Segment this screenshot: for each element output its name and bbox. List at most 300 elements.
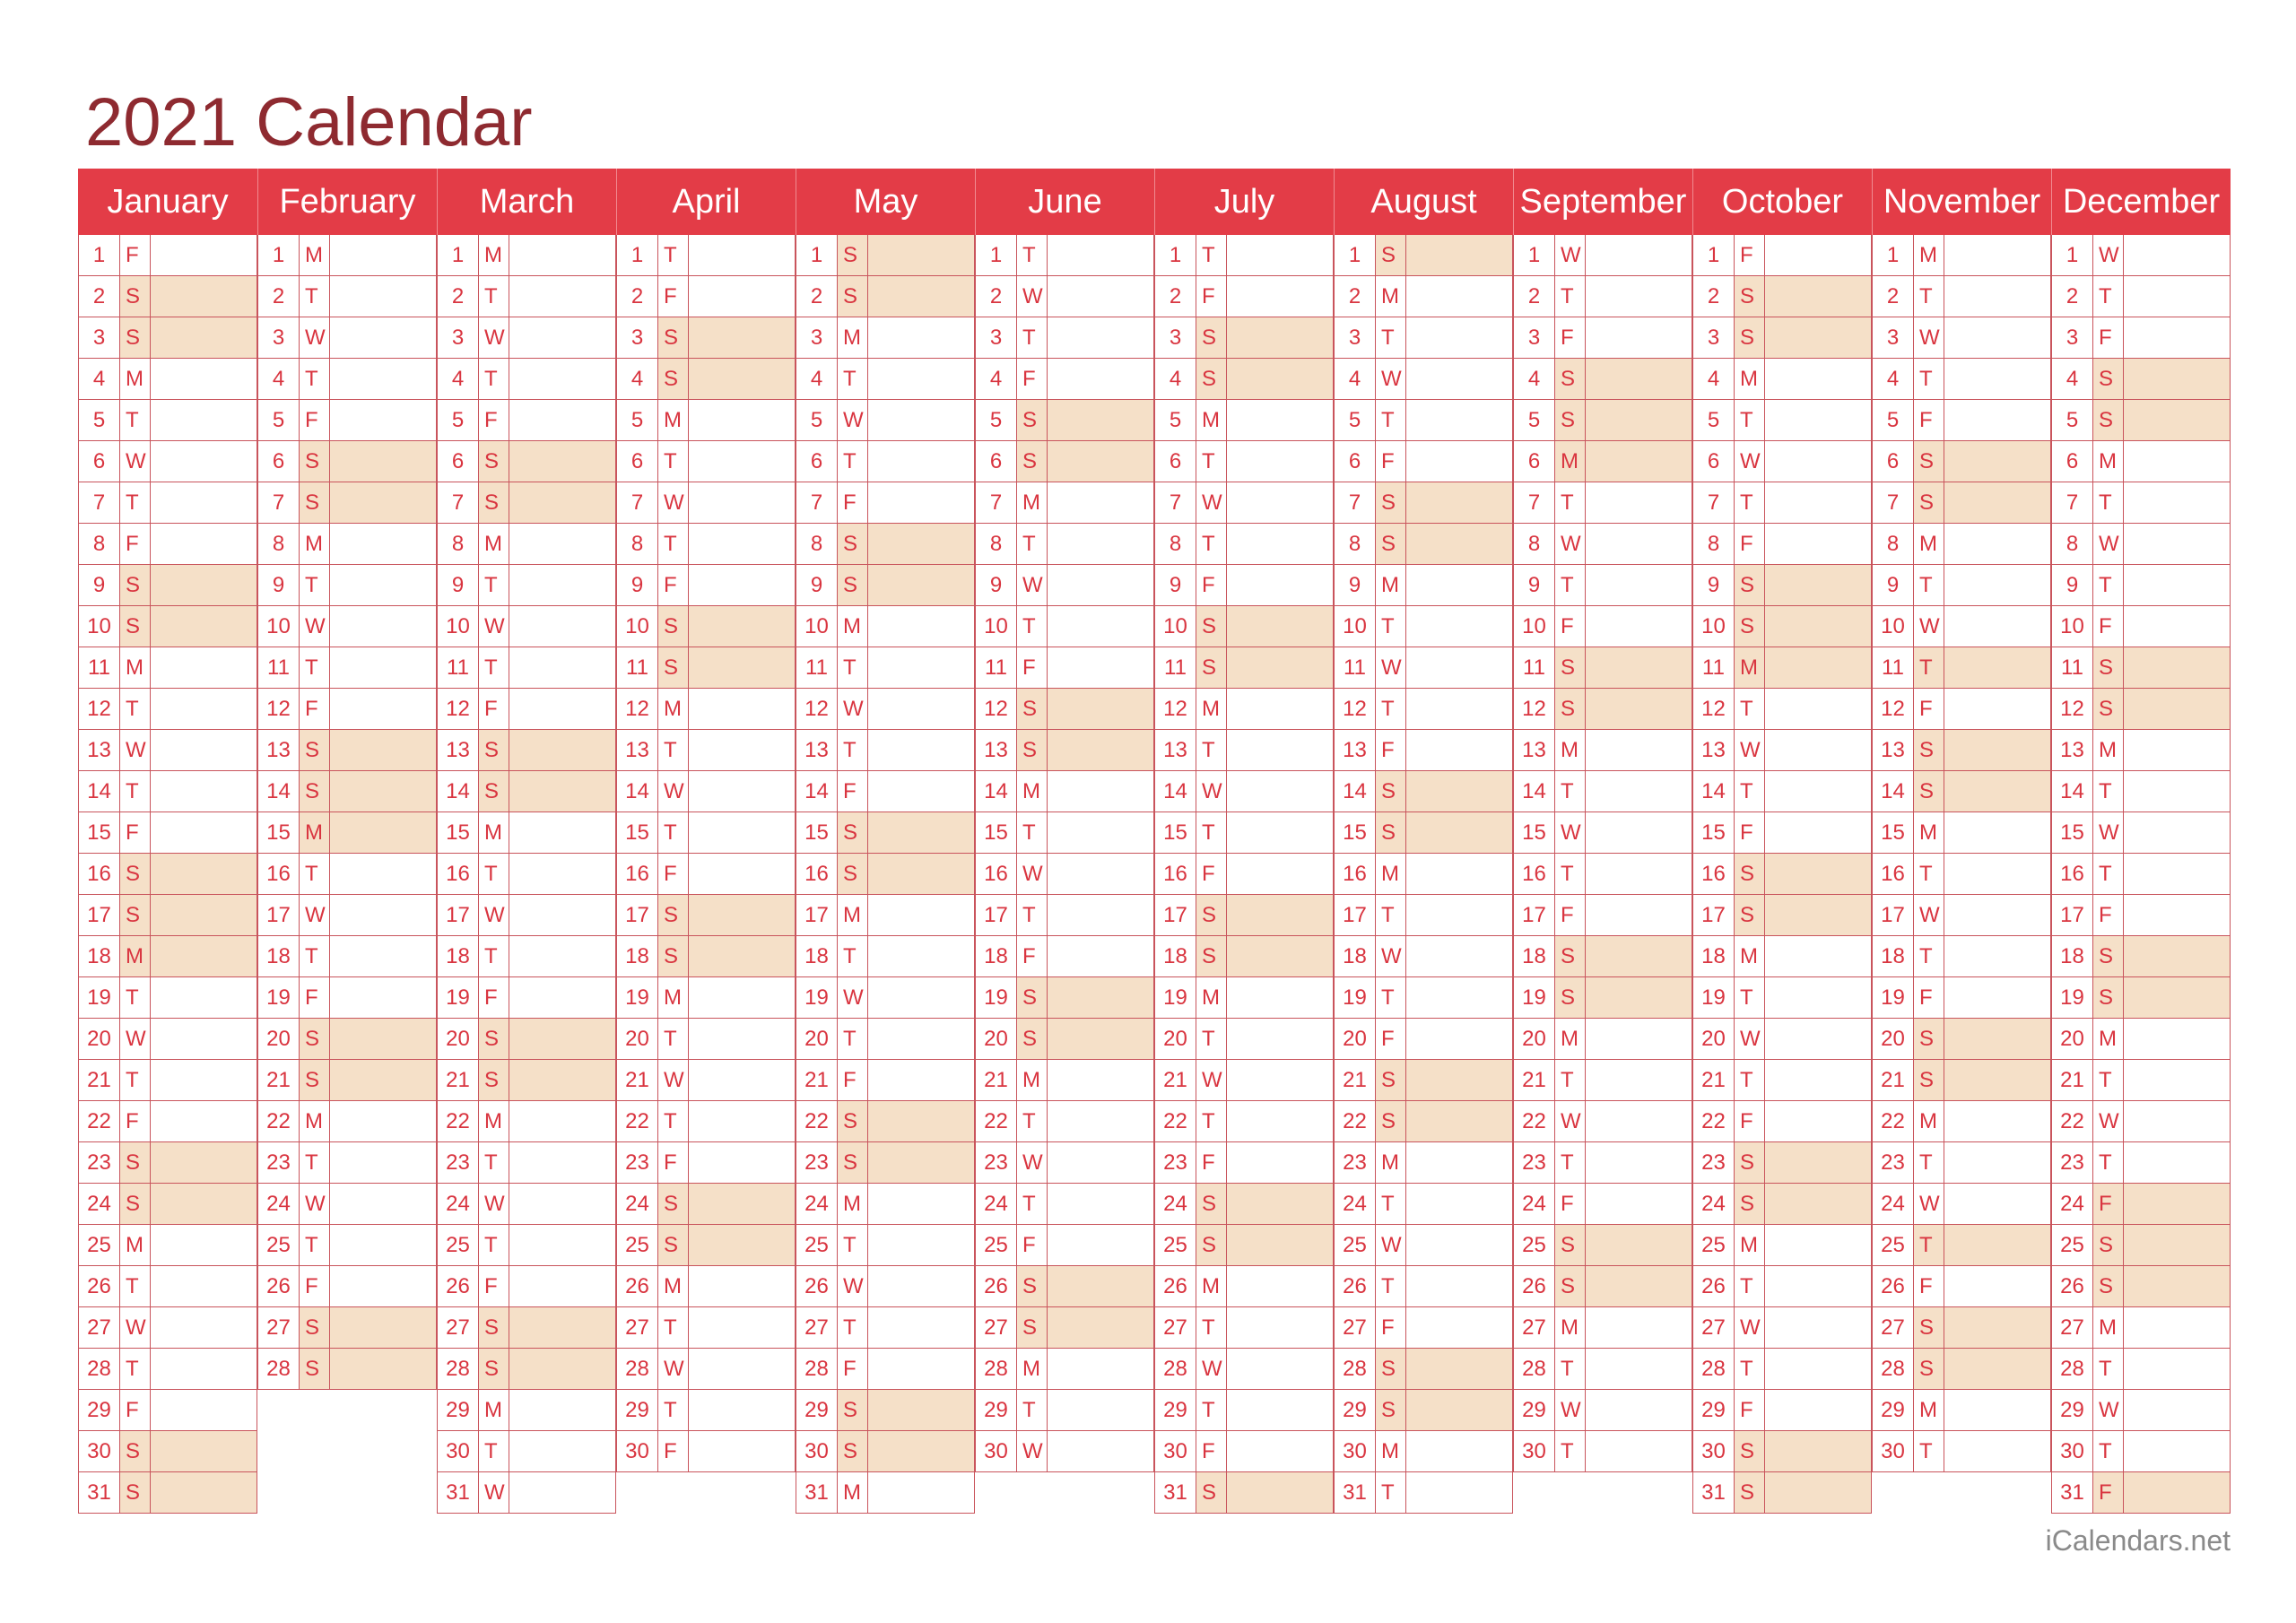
day-row <box>1692 895 1872 936</box>
weekday-letter: T <box>2093 854 2124 894</box>
weekday-letter: F <box>1735 1101 1765 1141</box>
day-row <box>1513 647 1692 689</box>
day-note-area <box>330 359 436 399</box>
day-note-area <box>868 730 974 770</box>
day-note-area <box>1048 771 1153 812</box>
weekday-letter: T <box>1196 524 1227 564</box>
day-number: 23 <box>79 1142 120 1183</box>
day-number: 19 <box>1873 977 1914 1018</box>
day-note-area <box>1406 936 1512 976</box>
weekday-letter: T <box>300 1142 330 1183</box>
day-row <box>1692 1349 1872 1390</box>
day-note-area <box>1406 1349 1512 1389</box>
day-number: 10 <box>258 606 300 647</box>
day-note-area <box>330 1184 436 1224</box>
day-note-area <box>1048 1431 1153 1471</box>
weekday-letter: T <box>1555 854 1586 894</box>
day-note-area <box>868 565 974 605</box>
day-number: 24 <box>617 1184 658 1224</box>
calendar-grid <box>78 169 2231 1514</box>
day-number: 9 <box>1693 565 1735 605</box>
day-note-area <box>1944 1101 2050 1141</box>
weekday-letter: W <box>838 689 868 729</box>
weekday-letter: T <box>1017 317 1048 358</box>
day-note-area <box>1944 1390 2050 1430</box>
day-row <box>437 895 616 936</box>
day-row <box>1692 482 1872 524</box>
weekday-letter: T <box>1017 235 1048 275</box>
day-number: 20 <box>2052 1019 2093 1059</box>
day-note-area <box>2124 441 2230 482</box>
day-row <box>1872 1142 2051 1184</box>
weekday-letter: T <box>479 936 509 976</box>
day-number: 3 <box>1873 317 1914 358</box>
day-number: 2 <box>1335 276 1376 317</box>
day-number: 11 <box>1335 647 1376 688</box>
weekday-letter: T <box>1735 771 1765 812</box>
day-number: 19 <box>2052 977 2093 1018</box>
day-row <box>1154 276 1334 317</box>
day-note-area <box>151 977 257 1018</box>
day-note-area <box>1944 730 2050 770</box>
day-number: 9 <box>1155 565 1196 605</box>
day-note-area <box>1944 441 2050 482</box>
weekday-letter: S <box>1914 1019 1944 1059</box>
day-row <box>1334 647 1513 689</box>
day-note-area <box>1048 1101 1153 1141</box>
weekday-letter: W <box>1555 235 1586 275</box>
weekday-letter: F <box>1735 1390 1765 1430</box>
weekday-letter: T <box>838 936 868 976</box>
day-number: 22 <box>976 1101 1017 1141</box>
day-number: 25 <box>2052 1225 2093 1265</box>
day-note-area <box>1765 400 1871 440</box>
day-number: 13 <box>1514 730 1555 770</box>
day-number: 8 <box>1514 524 1555 564</box>
weekday-letter: W <box>658 1060 689 1100</box>
weekday-letter: F <box>120 524 151 564</box>
weekday-letter: S <box>1555 359 1586 399</box>
day-row <box>1154 482 1334 524</box>
day-row <box>1872 400 2051 441</box>
weekday-letter: S <box>479 1307 509 1348</box>
weekday-letter: W <box>300 606 330 647</box>
day-number: 4 <box>617 359 658 399</box>
weekday-letter: M <box>1735 647 1765 688</box>
day-row <box>257 647 437 689</box>
weekday-letter: S <box>1555 936 1586 976</box>
day-number: 28 <box>79 1349 120 1389</box>
day-row <box>616 235 796 276</box>
weekday-letter: S <box>1376 482 1406 523</box>
day-number: 11 <box>258 647 300 688</box>
day-note-area <box>1944 1266 2050 1306</box>
day-number: 3 <box>438 317 479 358</box>
day-note-area <box>1406 771 1512 812</box>
day-note-area <box>1586 977 1692 1018</box>
weekday-letter: W <box>2093 235 2124 275</box>
weekday-letter: T <box>479 276 509 317</box>
day-note-area <box>1586 606 1692 647</box>
day-number: 19 <box>1335 977 1376 1018</box>
day-list <box>257 235 437 1390</box>
weekday-letter: T <box>120 771 151 812</box>
day-row <box>437 1184 616 1225</box>
day-list <box>1334 235 1513 1514</box>
day-note-area <box>2124 936 2230 976</box>
day-row <box>1692 1225 1872 1266</box>
day-number: 5 <box>438 400 479 440</box>
day-note-area <box>689 524 795 564</box>
weekday-letter: T <box>1555 771 1586 812</box>
day-number: 22 <box>438 1101 479 1141</box>
day-row <box>1154 647 1334 689</box>
weekday-letter: S <box>2093 1266 2124 1306</box>
day-list <box>616 235 796 1472</box>
day-row <box>1334 1390 1513 1431</box>
weekday-letter: M <box>838 1184 868 1224</box>
day-note-area <box>689 895 795 935</box>
day-number: 17 <box>617 895 658 935</box>
day-row <box>2051 359 2231 400</box>
weekday-letter: F <box>1017 647 1048 688</box>
day-row <box>1692 235 1872 276</box>
weekday-letter: T <box>658 441 689 482</box>
weekday-letter: F <box>1555 606 1586 647</box>
day-number: 19 <box>1693 977 1735 1018</box>
weekday-letter: T <box>479 647 509 688</box>
day-row <box>1872 730 2051 771</box>
day-number: 20 <box>617 1019 658 1059</box>
day-row <box>1154 1307 1334 1349</box>
day-number: 5 <box>1693 400 1735 440</box>
day-list <box>1154 235 1334 1514</box>
weekday-letter: F <box>658 565 689 605</box>
day-number: 25 <box>79 1225 120 1265</box>
weekday-letter: F <box>1555 895 1586 935</box>
weekday-letter: T <box>1017 895 1048 935</box>
day-note-area <box>868 317 974 358</box>
day-row <box>1334 565 1513 606</box>
day-row <box>437 854 616 895</box>
weekday-letter: T <box>300 936 330 976</box>
weekday-letter: M <box>1196 400 1227 440</box>
weekday-letter: T <box>1376 317 1406 358</box>
day-note-area <box>330 235 436 275</box>
day-row <box>2051 1060 2231 1101</box>
month-column-june <box>975 169 1154 1472</box>
day-note-area <box>1765 771 1871 812</box>
weekday-letter: S <box>838 1431 868 1471</box>
day-row <box>796 400 975 441</box>
weekday-letter: S <box>120 317 151 358</box>
day-number: 1 <box>258 235 300 275</box>
day-row <box>78 1307 257 1349</box>
weekday-letter: W <box>1555 1390 1586 1430</box>
day-number: 24 <box>438 1184 479 1224</box>
weekday-letter: W <box>2093 812 2124 853</box>
month-column-september <box>1513 169 1692 1472</box>
weekday-letter: T <box>1196 235 1227 275</box>
weekday-letter: T <box>838 1307 868 1348</box>
weekday-letter: T <box>1735 689 1765 729</box>
day-note-area <box>1765 441 1871 482</box>
day-note-area <box>1227 276 1333 317</box>
weekday-letter: M <box>1914 524 1944 564</box>
day-row <box>1154 1431 1334 1472</box>
day-number: 12 <box>1873 689 1914 729</box>
day-number: 2 <box>2052 276 2093 317</box>
day-number: 3 <box>79 317 120 358</box>
day-note-area <box>1048 1019 1153 1059</box>
weekday-letter: S <box>1376 771 1406 812</box>
weekday-letter: T <box>658 235 689 275</box>
day-number: 21 <box>1873 1060 1914 1100</box>
day-note-area <box>1406 1431 1512 1471</box>
day-note-area <box>868 1266 974 1306</box>
weekday-letter: S <box>120 1184 151 1224</box>
weekday-letter: T <box>1017 812 1048 853</box>
day-row <box>1334 854 1513 895</box>
day-row <box>1692 771 1872 812</box>
day-number: 28 <box>1873 1349 1914 1389</box>
day-number: 30 <box>796 1431 838 1471</box>
day-note-area <box>2124 235 2230 275</box>
day-row <box>1692 1472 1872 1514</box>
day-number: 14 <box>796 771 838 812</box>
day-number: 3 <box>1693 317 1735 358</box>
day-row <box>437 1431 616 1472</box>
day-note-area <box>1944 235 2050 275</box>
day-note-area <box>1227 1472 1333 1513</box>
day-row <box>78 606 257 647</box>
weekday-letter: M <box>120 359 151 399</box>
day-row <box>2051 482 2231 524</box>
day-number: 8 <box>79 524 120 564</box>
day-list <box>78 235 257 1514</box>
weekday-letter: S <box>1196 1472 1227 1513</box>
weekday-letter: S <box>838 235 868 275</box>
day-note-area <box>1227 895 1333 935</box>
weekday-letter: S <box>658 317 689 358</box>
day-note-area <box>689 1266 795 1306</box>
weekday-letter: F <box>1376 1019 1406 1059</box>
day-number: 5 <box>1514 400 1555 440</box>
weekday-letter: S <box>1555 977 1586 1018</box>
day-row <box>616 441 796 482</box>
day-row <box>1872 317 2051 359</box>
day-row <box>975 977 1154 1019</box>
weekday-letter: S <box>838 1390 868 1430</box>
day-note-area <box>151 524 257 564</box>
day-number: 8 <box>1873 524 1914 564</box>
day-note-area <box>1048 854 1153 894</box>
day-note-area <box>1586 441 1692 482</box>
day-number: 14 <box>258 771 300 812</box>
day-number: 6 <box>1335 441 1376 482</box>
day-list <box>1513 235 1692 1472</box>
day-note-area <box>689 936 795 976</box>
day-row <box>1872 1349 2051 1390</box>
weekday-letter: F <box>658 276 689 317</box>
weekday-letter: S <box>300 730 330 770</box>
weekday-letter: T <box>2093 1142 2124 1183</box>
day-row <box>1872 1307 2051 1349</box>
day-note-area <box>868 1060 974 1100</box>
day-number: 4 <box>1873 359 1914 399</box>
day-number: 3 <box>1514 317 1555 358</box>
day-row <box>796 1266 975 1307</box>
day-note-area <box>151 276 257 317</box>
day-number: 23 <box>1693 1142 1735 1183</box>
weekday-letter: S <box>479 771 509 812</box>
day-note-area <box>1586 565 1692 605</box>
day-number: 5 <box>2052 400 2093 440</box>
day-row <box>1154 689 1334 730</box>
day-note-area <box>689 565 795 605</box>
day-note-area <box>1406 524 1512 564</box>
day-note-area <box>689 689 795 729</box>
day-row <box>1872 977 2051 1019</box>
weekday-letter: T <box>120 1349 151 1389</box>
weekday-letter: T <box>1196 812 1227 853</box>
day-note-area <box>151 1060 257 1100</box>
day-note-area <box>1227 854 1333 894</box>
day-number: 9 <box>1514 565 1555 605</box>
day-number: 28 <box>1693 1349 1735 1389</box>
day-row <box>437 524 616 565</box>
weekday-letter: F <box>658 1142 689 1183</box>
day-row <box>975 235 1154 276</box>
day-number: 18 <box>1155 936 1196 976</box>
day-note-area <box>2124 1101 2230 1141</box>
day-number: 3 <box>976 317 1017 358</box>
day-number: 9 <box>1335 565 1376 605</box>
day-row <box>437 977 616 1019</box>
day-row <box>437 317 616 359</box>
day-note-area <box>330 317 436 358</box>
weekday-letter: W <box>1017 854 1048 894</box>
day-number: 8 <box>438 524 479 564</box>
weekday-letter: M <box>2093 730 2124 770</box>
day-note-area <box>1765 1390 1871 1430</box>
day-row <box>2051 1184 2231 1225</box>
day-number: 31 <box>79 1472 120 1513</box>
weekday-letter: T <box>1196 1307 1227 1348</box>
weekday-letter: T <box>2093 1349 2124 1389</box>
day-row <box>616 482 796 524</box>
day-row <box>1154 1225 1334 1266</box>
day-row <box>616 1225 796 1266</box>
day-number: 30 <box>617 1431 658 1471</box>
day-number: 16 <box>79 854 120 894</box>
day-row <box>437 1390 616 1431</box>
day-row <box>1154 1019 1334 1060</box>
day-note-area <box>868 1431 974 1471</box>
day-row <box>2051 1390 2231 1431</box>
day-row <box>616 606 796 647</box>
day-note-area <box>1586 359 1692 399</box>
day-note-area <box>868 1390 974 1430</box>
month-column-february <box>257 169 437 1390</box>
weekday-letter: S <box>838 276 868 317</box>
day-number: 13 <box>617 730 658 770</box>
day-number: 23 <box>796 1142 838 1183</box>
day-row <box>1872 895 2051 936</box>
day-note-area <box>151 895 257 935</box>
day-row <box>257 1225 437 1266</box>
day-note-area <box>1765 235 1871 275</box>
day-row <box>616 812 796 854</box>
day-row <box>616 1184 796 1225</box>
day-number: 27 <box>1514 1307 1555 1348</box>
day-note-area <box>868 1472 974 1513</box>
day-number: 13 <box>1155 730 1196 770</box>
weekday-letter: T <box>838 647 868 688</box>
day-note-area <box>1227 977 1333 1018</box>
day-number: 17 <box>1514 895 1555 935</box>
day-note-area <box>1227 441 1333 482</box>
day-number: 2 <box>1873 276 1914 317</box>
day-note-area <box>330 812 436 853</box>
day-note-area <box>689 1349 795 1389</box>
weekday-letter: W <box>1196 1060 1227 1100</box>
day-row <box>796 1019 975 1060</box>
day-row <box>1513 565 1692 606</box>
day-note-area <box>330 730 436 770</box>
day-number: 13 <box>79 730 120 770</box>
day-note-area <box>689 854 795 894</box>
day-row <box>796 1349 975 1390</box>
day-number: 21 <box>438 1060 479 1100</box>
day-row <box>1872 1266 2051 1307</box>
day-number: 15 <box>2052 812 2093 853</box>
day-row <box>2051 1019 2231 1060</box>
day-number: 9 <box>258 565 300 605</box>
day-number: 20 <box>1335 1019 1376 1059</box>
day-row <box>437 689 616 730</box>
day-note-area <box>2124 895 2230 935</box>
day-note-area <box>1586 1225 1692 1265</box>
day-number: 11 <box>79 647 120 688</box>
day-row <box>437 565 616 606</box>
day-row <box>975 647 1154 689</box>
day-row <box>2051 647 2231 689</box>
weekday-letter: M <box>479 235 509 275</box>
day-number: 26 <box>1514 1266 1555 1306</box>
day-number: 9 <box>79 565 120 605</box>
day-number: 1 <box>438 235 479 275</box>
weekday-letter: W <box>300 317 330 358</box>
day-number: 22 <box>1514 1101 1555 1141</box>
day-number: 27 <box>617 1307 658 1348</box>
day-row <box>796 359 975 400</box>
day-note-area <box>2124 1472 2230 1513</box>
day-row <box>257 730 437 771</box>
day-note-area <box>1406 1101 1512 1141</box>
day-note-area <box>1048 936 1153 976</box>
day-number: 5 <box>79 400 120 440</box>
weekday-letter: W <box>1376 359 1406 399</box>
day-note-area <box>689 1225 795 1265</box>
day-note-area <box>509 1101 615 1141</box>
day-note-area <box>868 689 974 729</box>
day-row <box>78 689 257 730</box>
day-note-area <box>1765 1266 1871 1306</box>
day-row <box>1154 812 1334 854</box>
weekday-letter: T <box>1735 977 1765 1018</box>
weekday-letter: S <box>1735 317 1765 358</box>
